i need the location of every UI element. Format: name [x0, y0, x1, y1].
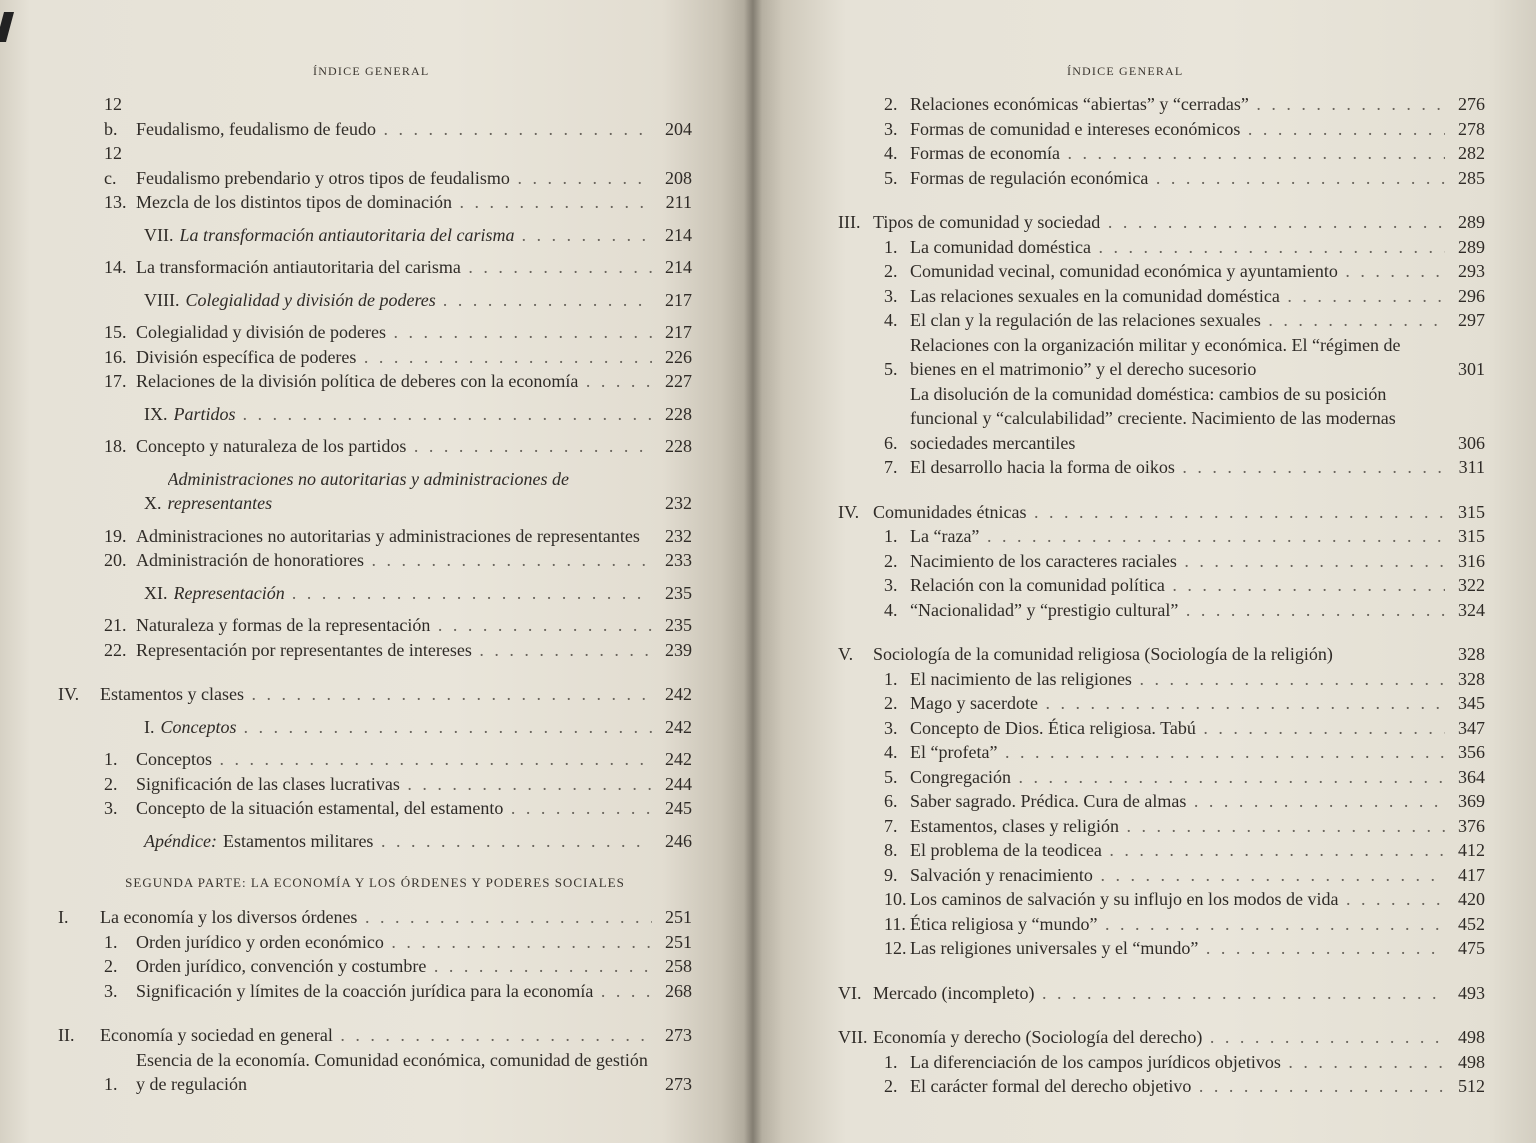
toc-entry-title: La comunidad doméstica . . . [910, 235, 1445, 260]
toc-entry-page: 228 [665, 436, 692, 456]
toc-entry-number: 1. [884, 526, 898, 546]
table-of-contents [829, 92, 1485, 1099]
toc-entry-title: Concepto de la situación estamental, del estamento . . . [136, 796, 652, 821]
toc-entry [829, 549, 1485, 574]
toc-entry-title: Feudalismo, feudalismo de feudo . . . [136, 117, 652, 142]
toc-entry [58, 930, 692, 955]
toc-entry-number: 4. [884, 599, 898, 620]
toc-entry-title: Formas de comunidad e intereses económicos . . . [910, 117, 1445, 142]
toc-entry-number: 22. [104, 639, 127, 660]
toc-entry-number: 3. [884, 118, 898, 139]
toc-entry-number: 1. [104, 931, 118, 952]
toc-entry [58, 255, 692, 280]
toc-entry-page: 204 [665, 118, 692, 139]
toc-entry-number: 11. [884, 913, 906, 934]
toc-entry [58, 1048, 692, 1097]
toc-entry-title: La “raza” . . . [910, 524, 1445, 549]
toc-entry-page: 235 [665, 615, 692, 635]
toc-entry-title: Naturaleza y formas de la representación . . . [136, 613, 652, 638]
toc-entry-number: IV. [838, 501, 860, 522]
toc-entry [58, 829, 692, 854]
toc-entry [58, 141, 692, 190]
toc-entry [829, 333, 1485, 382]
toc-entry [58, 548, 692, 573]
toc-entry-number: XI. [144, 582, 168, 603]
toc-entry-page: 214 [665, 257, 692, 277]
toc-entry-page: 322 [1458, 575, 1485, 595]
toc-entry-title: Partidos . . . [174, 402, 653, 427]
toc-entry [58, 613, 692, 638]
toc-entry-page: 475 [1458, 938, 1485, 958]
toc-entry [829, 259, 1485, 284]
toc-entry-title: El nacimiento de las religiones . . . [910, 667, 1445, 692]
toc-entry-number: 2. [104, 956, 118, 976]
toc-entry-page: 251 [665, 907, 692, 927]
toc-entry-title: División específica de poderes . . . [136, 345, 652, 370]
toc-entry [829, 598, 1485, 623]
toc-entry [58, 747, 692, 772]
toc-entry-page: 268 [665, 980, 692, 1001]
toc-entry-title: Colegialidad y división de poderes . . . [136, 320, 652, 345]
toc-entry-title: Formas de economía . . . [910, 141, 1445, 166]
toc-entry-page: 258 [665, 956, 692, 976]
toc-entry-number: 3. [104, 798, 118, 818]
toc-entry-title: Saber sagrado. Prédica. Cura de almas . . . [910, 789, 1445, 814]
toc-entry-title: Salvación y renacimiento . . . [910, 863, 1445, 888]
toc-entry-page: 217 [665, 322, 692, 342]
toc-entry-number: 6. [884, 432, 898, 453]
toc-entry-page: 420 [1458, 889, 1485, 909]
toc-entry-page: 244 [665, 773, 692, 794]
toc-entry-page: 285 [1458, 167, 1485, 188]
toc-entry-number: II. [58, 1025, 75, 1045]
toc-entry [58, 223, 692, 248]
toc-entry-title: Concepto y naturaleza de los partidos . . . [136, 434, 652, 459]
toc-entry-number: 19. [104, 525, 127, 546]
toc-entry-page: 498 [1458, 1027, 1485, 1047]
toc-entry-number: 8. [884, 840, 898, 860]
toc-entry [58, 581, 692, 606]
toc-entry-number: 12. [884, 938, 907, 958]
toc-entry-page: 345 [1458, 693, 1485, 713]
toc-entry-number: 5. [884, 167, 898, 188]
toc-entry-title: Relación con la comunidad política . . . [910, 573, 1445, 598]
toc-entry-number: VII. [144, 224, 174, 245]
toc-entry-title: La transformación antiautoritaria del carisma . . . [136, 255, 652, 280]
toc-entry-title: El clan y la regulación de las relaciones sexuales . . . [910, 308, 1445, 333]
toc-entry-page: 214 [665, 224, 692, 245]
toc-entry-page: 315 [1458, 501, 1485, 522]
toc-entry [829, 814, 1485, 839]
toc-entry-page: 364 [1458, 766, 1485, 787]
toc-entry-title: Colegialidad y división de poderes . . . [185, 288, 652, 313]
toc-entry-page: 356 [1458, 742, 1485, 762]
toc-entry [829, 691, 1485, 716]
toc-entry [829, 716, 1485, 741]
table-of-contents [58, 92, 692, 1097]
toc-entry [829, 1050, 1485, 1075]
toc-entry-title: Sociología de la comunidad religiosa (Sociología de la religión) [873, 644, 1333, 664]
toc-entry [829, 1025, 1485, 1050]
toc-entry-page: 276 [1458, 94, 1485, 114]
toc-entry-title: Concepto de Dios. Ética religiosa. Tabú . . . [910, 716, 1445, 741]
toc-entry [829, 912, 1485, 937]
toc-entry [58, 954, 692, 979]
toc-entry-number: 12 c. [104, 143, 122, 188]
toc-entry-title: Representación . . . [174, 581, 653, 606]
toc-entry [58, 369, 692, 394]
toc-entry [829, 141, 1485, 166]
toc-entry [829, 455, 1485, 480]
toc-entry-page: 417 [1458, 864, 1485, 885]
toc-entry-page: 235 [665, 582, 692, 603]
toc-entry [829, 382, 1485, 456]
toc-entry-title: Significación de las clases lucrativas . . . [136, 772, 652, 797]
toc-entry-number: 14. [104, 257, 127, 277]
toc-entry [58, 467, 692, 516]
toc-entry-number: 7. [884, 815, 898, 836]
toc-entry [58, 434, 692, 459]
toc-entry-title: Administraciones no autoritarias y administraciones de representantes [136, 525, 640, 546]
toc-entry [58, 92, 692, 141]
toc-entry-page: 242 [665, 749, 692, 769]
page-edge-mark [0, 12, 14, 42]
toc-entry [829, 573, 1485, 598]
toc-entry-page: 251 [665, 931, 692, 952]
toc-entry-title: Orden jurídico, convención y costumbre . . . [136, 954, 652, 979]
toc-entry-page: 412 [1458, 840, 1485, 860]
toc-entry-title: La disolución de la comunidad doméstica: cambios de su posición funcional y “calculabilidad” creciente. Nacimiento de las modernas sociedades mercantiles [910, 383, 1396, 453]
toc-entry-title: Relaciones económicas “abiertas” y “cerradas” . . . [910, 92, 1445, 117]
toc-entry-page: 228 [665, 403, 692, 424]
toc-entry-page: 278 [1458, 118, 1485, 139]
right-page [752, 0, 1536, 1143]
toc-entry [58, 905, 692, 930]
toc-entry-page: 296 [1458, 285, 1485, 306]
toc-entry-page: 376 [1458, 815, 1485, 836]
toc-entry-title: Conceptos . . . [161, 715, 653, 740]
toc-entry-title: “Nacionalidad” y “prestigio cultural” . . . [910, 598, 1445, 623]
toc-entry-title: Representación por representantes de intereses . . . [136, 638, 652, 663]
toc-entry-page: 273 [665, 1074, 692, 1094]
toc-entry-title: El problema de la teodicea . . . [910, 838, 1445, 863]
toc-entry-number: 1. [884, 668, 898, 689]
toc-entry-number: IX. [144, 403, 168, 424]
toc-entry-number: 2. [884, 550, 898, 571]
toc-entry [829, 210, 1485, 235]
toc-entry-title: Congregación . . . [910, 765, 1445, 790]
toc-entry [829, 863, 1485, 888]
toc-entry-title: Relaciones de la división política de deberes con la economía . . . [136, 369, 652, 394]
toc-entry-page: 226 [665, 346, 692, 367]
toc-entry [829, 667, 1485, 692]
toc-entry-number: 21. [104, 615, 127, 635]
toc-entry-number: Apéndice: [144, 830, 217, 851]
toc-entry-title: Comunidad vecinal, comunidad económica y ayuntamiento . . . [910, 259, 1445, 284]
toc-entry-title: Tipos de comunidad y sociedad . . . [873, 210, 1445, 235]
toc-entry-title: El carácter formal del derecho objetivo . . . [910, 1074, 1445, 1099]
toc-entry-title: Mercado (incompleto) . . . [873, 981, 1445, 1006]
left-page [0, 0, 752, 1143]
toc-entry-page: 289 [1458, 236, 1485, 257]
toc-entry [829, 524, 1485, 549]
toc-entry-page: 242 [665, 716, 692, 737]
toc-entry [58, 402, 692, 427]
toc-entry-page: 282 [1458, 143, 1485, 163]
toc-entry [58, 796, 692, 821]
toc-entry-number: 3. [884, 575, 898, 595]
toc-entry-number: 2. [884, 1076, 898, 1096]
toc-entry-number: 2. [104, 773, 118, 794]
toc-entry-number: 13. [104, 192, 127, 212]
toc-entry-page: 328 [1458, 644, 1485, 664]
toc-entry-page: 324 [1458, 599, 1485, 620]
toc-entry [58, 772, 692, 797]
toc-entry-page: 217 [665, 289, 692, 310]
toc-entry [829, 92, 1485, 117]
toc-entry-title: Administración de honoratiores . . . [136, 548, 652, 573]
running-head: ÍNDICE GENERAL [1067, 64, 1184, 78]
toc-entry [829, 117, 1485, 142]
toc-entry-number: 7. [884, 457, 898, 477]
toc-entry-page: 245 [665, 798, 692, 818]
toc-entry [829, 887, 1485, 912]
toc-entry-number: 15. [104, 322, 127, 342]
toc-entry-title: La transformación antiautoritaria del carisma . . . [180, 223, 653, 248]
toc-entry-number: 6. [884, 791, 898, 811]
toc-entry-page: 369 [1458, 791, 1485, 811]
toc-entry-page: 306 [1458, 432, 1485, 453]
book-gutter [744, 0, 762, 1143]
toc-entry [829, 235, 1485, 260]
toc-entry-number: 1. [884, 236, 898, 257]
toc-entry-page: 233 [665, 550, 692, 570]
toc-entry [829, 789, 1485, 814]
toc-entry-number: 5. [884, 359, 898, 379]
toc-entry-number: 5. [884, 766, 898, 787]
toc-entry-title: La economía y los diversos órdenes . . . [100, 905, 652, 930]
toc-entry-page: 498 [1458, 1051, 1485, 1072]
toc-entry [58, 190, 692, 215]
toc-entry [829, 838, 1485, 863]
toc-entry-number: 9. [884, 864, 898, 885]
toc-entry [829, 500, 1485, 525]
toc-entry-page: 347 [1458, 717, 1485, 738]
toc-entry-title: Ética religiosa y “mundo” . . . [910, 912, 1445, 937]
toc-entry-title: Mago y sacerdote . . . [910, 691, 1445, 716]
toc-entry-page: 227 [665, 371, 692, 391]
toc-entry-page: 493 [1458, 982, 1485, 1003]
toc-entry-number: 2. [884, 94, 898, 114]
toc-entry [829, 765, 1485, 790]
toc-entry-title: Formas de regulación económica . . . [910, 166, 1445, 191]
toc-entry-page: 211 [665, 192, 692, 212]
toc-entry [829, 308, 1485, 333]
toc-entry-title: Economía y derecho (Sociología del derecho) . . . [873, 1025, 1445, 1050]
toc-entry-number: X. [144, 493, 162, 513]
toc-entry [829, 981, 1485, 1006]
running-head: ÍNDICE GENERAL [313, 64, 430, 78]
toc-entry [829, 642, 1485, 667]
toc-entry-number: VII. [838, 1027, 868, 1047]
toc-entry [58, 682, 692, 707]
toc-entry-number: III. [838, 212, 861, 232]
toc-entry-title: Administraciones no autoritarias y administraciones de representantes [167, 468, 569, 513]
toc-entry-title: Relaciones con la organización militar y económica. El “régimen de bienes en el matrimonio” y el derecho sucesorio [910, 334, 1401, 379]
toc-entry [829, 740, 1485, 765]
toc-entry [58, 320, 692, 345]
toc-entry-number: 16. [104, 346, 127, 367]
toc-entry [58, 524, 692, 549]
toc-entry [58, 979, 692, 1004]
toc-entry-page: 297 [1458, 310, 1485, 330]
toc-entry-page: 232 [665, 525, 692, 546]
toc-entry-page: 239 [665, 639, 692, 660]
toc-entry [58, 345, 692, 370]
toc-entry-number: 3. [884, 285, 898, 306]
toc-entry-number: 1. [884, 1051, 898, 1072]
toc-entry-page: 246 [665, 830, 692, 851]
toc-entry [58, 1023, 692, 1048]
toc-entry-title: Estamentos y clases . . . [100, 682, 652, 707]
toc-entry [58, 638, 692, 663]
toc-entry-number: 3. [104, 980, 118, 1001]
toc-entry-number: 4. [884, 742, 898, 762]
toc-entry-title: Economía y sociedad en general . . . [100, 1023, 652, 1048]
toc-entry-page: 452 [1458, 913, 1485, 934]
toc-entry-number: IV. [58, 684, 80, 704]
toc-entry-number: 4. [884, 310, 898, 330]
toc-entry-page: 311 [1458, 457, 1485, 477]
toc-entry [829, 166, 1485, 191]
toc-entry-title: Las relaciones sexuales en la comunidad doméstica . . . [910, 284, 1445, 309]
toc-entry-title: Mezcla de los distintos tipos de dominación . . . [136, 190, 652, 215]
part-title: SEGUNDA PARTE: LA ECONOMÍA Y LOS ÓRDENES Y PODERES SOCIALES [125, 875, 625, 890]
toc-entry-page: 328 [1458, 668, 1485, 689]
toc-entry [829, 1074, 1485, 1099]
toc-entry-number: VI. [838, 982, 862, 1003]
toc-entry-page: 242 [665, 684, 692, 704]
toc-entry-title: Orden jurídico y orden económico . . . [136, 930, 652, 955]
toc-entry-page: 293 [1458, 261, 1485, 281]
toc-entry-number: 12 b. [104, 94, 122, 139]
toc-entry-title: Estamentos militares . . . [223, 829, 652, 854]
toc-entry-title: Nacimiento de los caracteres raciales . . . [910, 549, 1445, 574]
toc-entry-title: Significación y límites de la coacción jurídica para la economía . . . [136, 979, 652, 1004]
toc-entry-number: 1. [104, 1074, 118, 1094]
toc-entry-title: Conceptos . . . [136, 747, 652, 772]
toc-entry-title: Las religiones universales y el “mundo” . . . [910, 936, 1445, 961]
toc-entry-number: VIII. [144, 289, 180, 310]
toc-entry-page: 301 [1458, 359, 1485, 379]
toc-entry-number: 17. [104, 371, 127, 391]
toc-entry-number: I. [144, 716, 155, 737]
toc-entry-title: Estamentos, clases y religión . . . [910, 814, 1445, 839]
toc-entry-title: El “profeta” . . . [910, 740, 1445, 765]
toc-entry-title: La diferenciación de los campos jurídicos objetivos . . . [910, 1050, 1445, 1075]
toc-entry-title: Esencia de la economía. Comunidad económica, comunidad de gestión y de regulación [136, 1049, 648, 1094]
toc-entry-title: Los caminos de salvación y su influjo en los modos de vida . . . [910, 887, 1445, 912]
toc-entry-number: 1. [104, 749, 118, 769]
toc-entry-number: 3. [884, 717, 898, 738]
toc-entry-page: 289 [1458, 212, 1485, 232]
toc-entry-page: 208 [665, 167, 692, 188]
toc-entry-title: El desarrollo hacia la forma de oikos . . . [910, 455, 1445, 480]
toc-entry [58, 715, 692, 740]
toc-entry [829, 936, 1485, 961]
toc-entry-number: 4. [884, 143, 898, 163]
toc-entry-page: 315 [1458, 526, 1485, 546]
toc-entry-title: Comunidades étnicas . . . [873, 500, 1445, 525]
toc-entry-number: 2. [884, 693, 898, 713]
toc-entry-number: 2. [884, 261, 898, 281]
toc-entry-number: 10. [884, 889, 907, 909]
toc-entry [58, 288, 692, 313]
toc-entry-number: 20. [104, 550, 127, 570]
toc-entry [829, 284, 1485, 309]
toc-entry-number: I. [58, 907, 69, 927]
toc-entry-number: 18. [104, 436, 127, 456]
toc-entry-page: 512 [1458, 1076, 1485, 1096]
toc-entry-title: Feudalismo prebendario y otros tipos de feudalismo . . . [136, 166, 652, 191]
toc-entry-page: 273 [665, 1025, 692, 1045]
toc-entry-number: V. [838, 644, 854, 664]
toc-entry-page: 232 [665, 493, 692, 513]
toc-entry-page: 316 [1458, 550, 1485, 571]
